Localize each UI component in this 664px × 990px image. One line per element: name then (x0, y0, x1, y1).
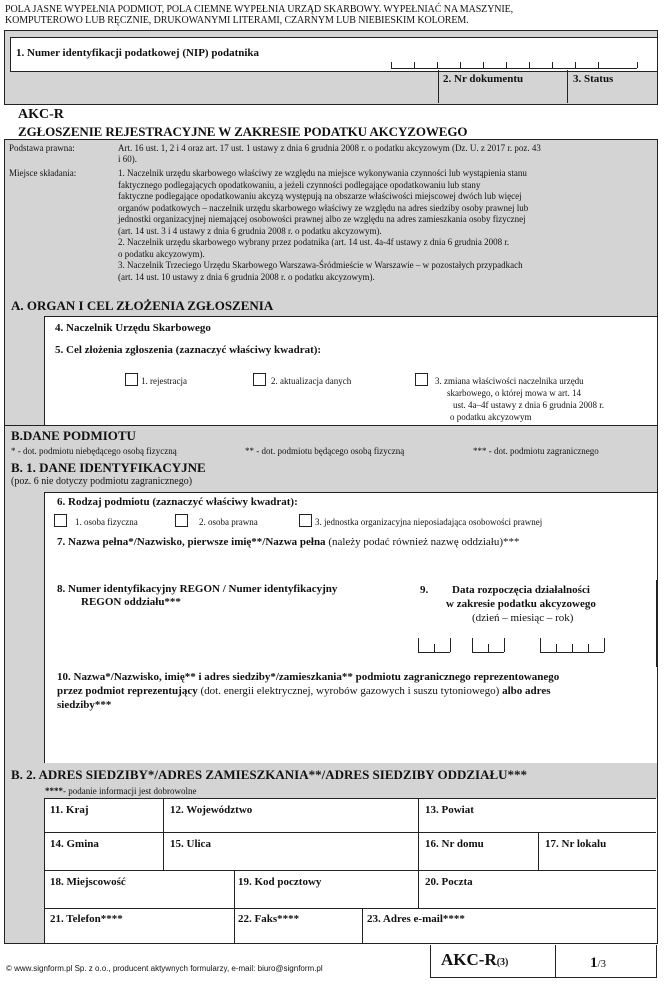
post-office-field[interactable] (419, 870, 656, 908)
field-13-label: 13. Powiat (425, 804, 474, 816)
entity-legal-person-checkbox[interactable] (175, 514, 188, 527)
purpose-change-checkbox[interactable] (415, 373, 428, 386)
form-code: AKC-R (18, 107, 64, 122)
field-4-label: 4. Naczelnik Urzędu Skarbowego (55, 322, 211, 334)
purpose-update-label: 2. aktualizacja danych (271, 376, 352, 386)
house-number-field[interactable] (419, 832, 538, 870)
page-total: /3 (597, 958, 607, 970)
instruction-line-2: KOMPUTEROWO LUB RĘCZNIE, DRUKOWANYMI LITERAMI, CZARNYM LUB NIEBIESKIM KOLOREM. (5, 15, 469, 26)
optional-mark: **** (45, 786, 63, 796)
section-b2-note (45, 786, 196, 796)
municipality-field[interactable] (44, 832, 163, 870)
field-9-label-1: Data rozpoczęcia działalności (452, 584, 590, 596)
field-7-label-bold: 7. Nazwa pełna*/Nazwisko, pierwsze imię**/Nazwa pełna (57, 536, 326, 548)
place-line: (art. 14 ust. 3 i 4 ustawy z dnia 6 grudnia 2008 r. o podatku akcyzowym). (118, 225, 382, 236)
legend-text: - dot. podmiotu niebędącego osobą fizyczną (15, 446, 177, 456)
field-21-label: 21. Telefon**** (50, 913, 123, 925)
regon-field[interactable] (44, 580, 412, 668)
legal-info-box (4, 139, 658, 299)
field-10-label-2a: przez podmiot reprezentujący (57, 685, 198, 697)
field-9-label-3: (dzień – miesiąc – rok) (472, 612, 574, 624)
field-17-label: 17. Nr lokalu (545, 838, 607, 850)
email-field[interactable] (363, 908, 656, 943)
field-5-label: 5. Cel złożenia zgłoszenia (zaznaczyć właściwy kwadrat): (55, 344, 322, 356)
place-line: o podatku akcyzowym). (118, 248, 205, 259)
form-title: ZGŁOSZENIE REJESTRACYJNE W ZAKRESIE PODATKU AKCYZOWEGO (18, 124, 468, 139)
footer-code (441, 950, 508, 970)
purpose-registration-label: 1. rejestracja (141, 376, 187, 386)
purpose-change-label-2: skarbowego, o której mowa w art. 14 (447, 388, 581, 398)
footer-code-box (430, 945, 556, 978)
tax-office-field[interactable] (44, 316, 658, 342)
field-20-label: 20. Poczta (425, 876, 473, 888)
entity-organization-label: 3. jednostka organizacyjna nieposiadająca osobowości prawnej (315, 517, 543, 527)
section-b-box (4, 425, 658, 461)
section-a-title: A. ORGAN I CEL ZŁOŻENIA ZGŁOSZENIA (11, 298, 274, 313)
legend-mark: *** (473, 446, 487, 456)
field-8-label-2: REGON oddziału*** (81, 596, 181, 608)
field-9-number: 9. (420, 584, 429, 596)
field-9-label-2: w zakresie podatku akcyzowego (446, 598, 596, 610)
legend-note-2 (245, 446, 404, 456)
entity-type-field (44, 492, 658, 534)
field-10-label-2b: (dot. energii elektrycznej, wyrobów gazowych i suszu tytoniowego) (197, 685, 503, 697)
voivodeship-field[interactable] (164, 798, 418, 832)
field-7-label (57, 536, 520, 548)
legal-basis-label: Podstawa prawna: (9, 143, 75, 153)
place-line: 2. Naczelnik urzędu skarbowego wybrany przez podatnika (art. 14 ust. 4a-4f ustawy z dnia 6 grudnia 2008 r. (118, 237, 510, 247)
field-23-label: 23. Adres e-mail**** (367, 913, 465, 925)
doc-number-label: 2. Nr dokumentu (443, 73, 524, 85)
full-name-field[interactable] (44, 533, 658, 581)
nip-label: 1. Numer identyfikacji podatkowej (NIP) podatnika (16, 47, 260, 59)
field-10-label-2 (57, 685, 653, 697)
legend-note-3 (473, 446, 599, 456)
legend-mark: ** (245, 446, 254, 456)
place-text (118, 168, 650, 283)
county-field[interactable] (419, 798, 656, 832)
purpose-registration-checkbox[interactable] (125, 373, 138, 386)
instruction-line-1: POLA JASNE WYPEŁNIA PODMIOT, POLA CIEMNE WYPEŁNIA URZĄD SKARBOWY. WYPEŁNIAĆ NA MASZYNIE, (5, 4, 514, 15)
field-8-label-1: 8. Numer identyfikacyjny REGON / Numer identyfikacyjny (57, 583, 338, 595)
field-18-label: 18. Miejscowość (50, 876, 126, 888)
field-12-label: 12. Województwo (170, 804, 253, 816)
field-15-label: 15. Ulica (170, 838, 211, 850)
fax-field[interactable] (235, 908, 362, 943)
footer-page-box (554, 945, 657, 978)
section-b1-subtitle: (poz. 6 nie dotyczy podmiotu zagranicznego) (11, 476, 193, 487)
field-10-label-1: 10. Nazwa*/Nazwisko, imię** i adres siedziby*/zamieszkania** podmiotu zagranicznego reprezentowanego (57, 671, 560, 683)
legend-text: - dot. podmiotu zagranicznego (486, 446, 599, 456)
purpose-change-label-3: ust. 4a–4f ustawy z dnia 6 grudnia 2008 r. (453, 400, 604, 410)
street-field[interactable] (164, 832, 418, 870)
place-line: (art. 14 ust. 10 ustawy z dnia 6 grudnia 2008 r. o podatku akcyzowym). (118, 271, 375, 282)
purpose-field (44, 341, 658, 426)
field-16-label: 16. Nr domu (425, 838, 484, 850)
start-date-field[interactable] (410, 580, 657, 668)
place-line: organów podatkowych – naczelnik urzędu skarbowego właściwy ze względu na adres siedziby osoby prawnej lub (118, 202, 529, 213)
place-line: faktyczne podlegające opodatkowaniu akcyzą występują na obszarze właściwości miejscowej dwóch lub więcej (118, 191, 522, 201)
entity-natural-person-label: 1. osoba fizyczna (75, 517, 138, 527)
entity-natural-person-checkbox[interactable] (54, 514, 67, 527)
page-current: 1 (590, 955, 598, 971)
section-b-title: B.DANE PODMIOTU (11, 428, 136, 443)
field-10-label-2c: albo adres (502, 685, 551, 697)
field-22-label: 22. Faks**** (238, 913, 300, 925)
nip-field[interactable] (10, 37, 658, 72)
purpose-update-checkbox[interactable] (253, 373, 266, 386)
purpose-change-label-1: 3. zmiana właściwości naczelnika urzędu (435, 376, 584, 386)
city-field[interactable] (44, 870, 234, 908)
postal-code-field[interactable] (235, 870, 418, 908)
legend-mark: * (11, 446, 16, 456)
legal-basis-text-1: Art. 16 ust. 1, 2 i 4 oraz art. 17 ust. 1 ustawy z dnia 6 grudnia 2008 r. o podatku akcyzowym (Dz. U. z 2017 r. poz. 43 (118, 143, 541, 153)
legal-basis-text-2: i 60). (118, 154, 137, 164)
doc-number-field (438, 70, 568, 103)
field-19-label: 19. Kod pocztowy (238, 876, 322, 888)
phone-field[interactable] (44, 908, 234, 943)
field-6-label: 6. Rodzaj podmiotu (zaznaczyć właściwy kwadrat): (57, 496, 298, 508)
field-7-label-rest: (należy podać również nazwę oddziału)*** (325, 536, 520, 548)
apartment-number-field[interactable] (539, 832, 656, 870)
status-label: 3. Status (573, 73, 614, 85)
section-b1-title: B. 1. DANE IDENTYFIKACYJNE (11, 460, 206, 475)
place-label: Miejsce składania: (9, 168, 77, 178)
country-field[interactable] (44, 798, 163, 832)
field-11-label: 11. Kraj (50, 804, 89, 816)
entity-legal-person-label: 2. osoba prawna (199, 517, 258, 527)
status-field (567, 70, 657, 103)
entity-organization-checkbox[interactable] (299, 514, 312, 527)
page-number (590, 955, 606, 972)
place-line: jednostki organizacyjnej niemającej osobowości prawnej albo ze względu na adres zamieszkania osoby fizycznej (118, 214, 526, 224)
foreign-entity-field[interactable] (44, 667, 658, 764)
optional-text: - podanie informacji jest dobrowolne (63, 786, 197, 796)
legend-text: - dot. podmiotu będącego osobą fizyczną (254, 446, 405, 456)
footer-copyright: © www.signform.pl Sp. z o.o., producent aktywnych formularzy, e-mail: biuro@signform.pl (6, 964, 323, 973)
place-line: 3. Naczelnik Trzeciego Urzędu Skarbowego Warszawa-Śródmieście w Warszawie – w pozostałych przypadkach (118, 260, 523, 270)
purpose-change-label-4: o podatku akcyzowym (450, 412, 532, 422)
section-b2-title: B. 2. ADRES SIEDZIBY*/ADRES ZAMIESZKANIA**/ADRES SIEDZIBY ODDZIAŁU*** (11, 767, 528, 782)
field-10-label-3: siedziby*** (57, 699, 112, 711)
legend-note-1 (11, 446, 177, 456)
footer-version: (3) (496, 957, 509, 968)
field-14-label: 14. Gmina (50, 838, 99, 850)
footer-code-text: AKC-R (441, 950, 497, 969)
place-line: faktycznego podlegających opodatkowaniu, a jeżeli czynności podlegające opodatkowaniu lub stany (118, 179, 481, 190)
place-line: 1. Naczelnik urzędu skarbowego właściwy ze względu na miejsce wykonywania czynności lub wystąpienia stanu (118, 168, 527, 178)
